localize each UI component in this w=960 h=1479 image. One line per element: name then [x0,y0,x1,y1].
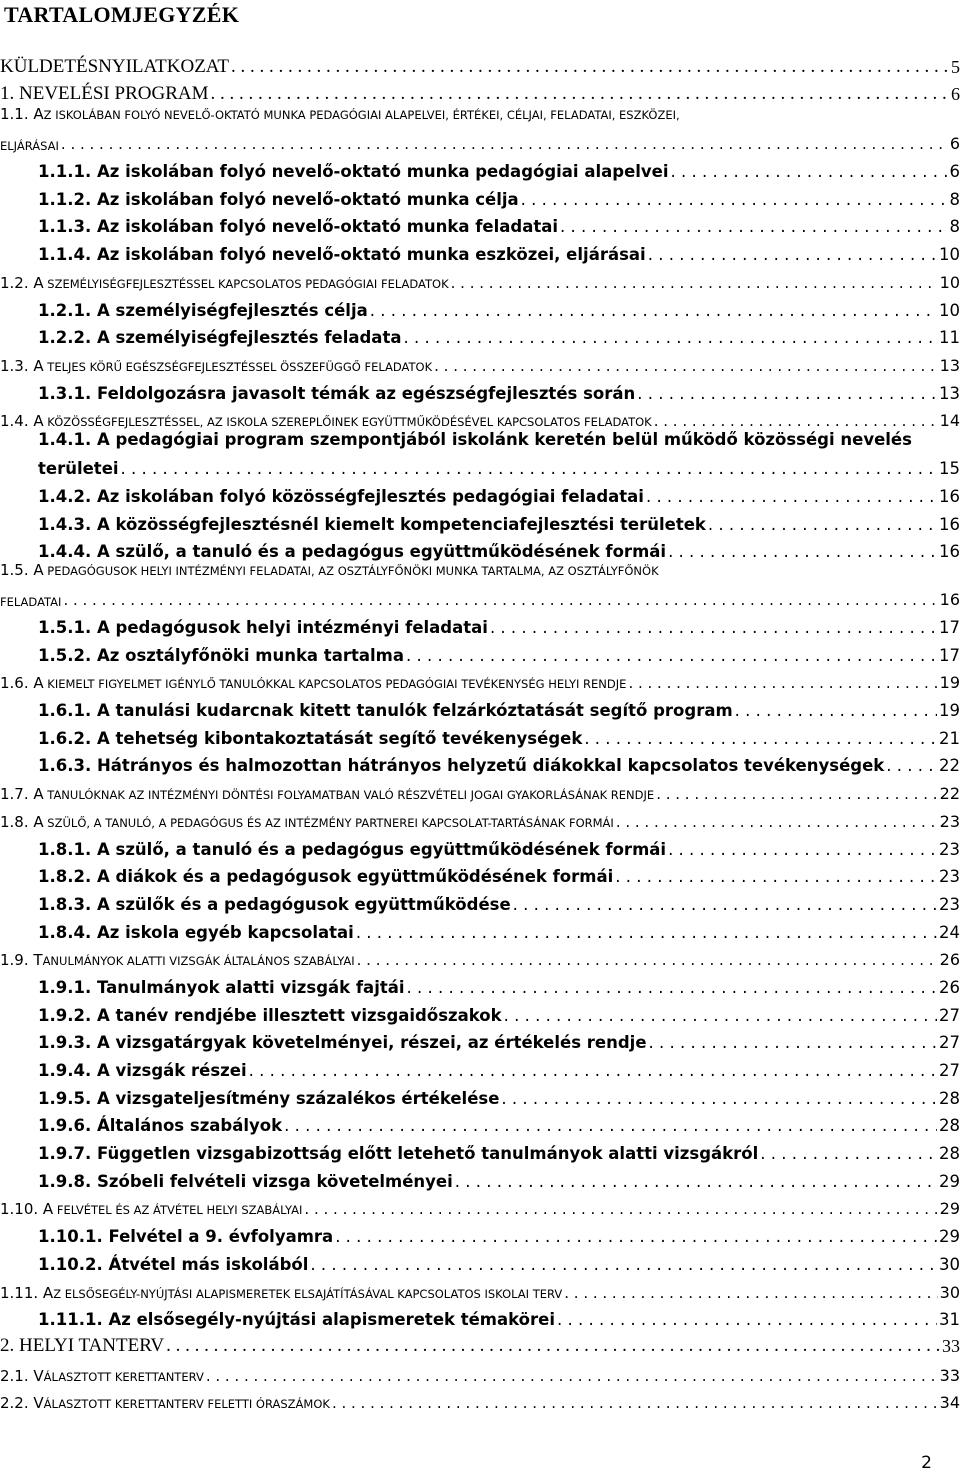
dot-leader [513,895,937,914]
dot-leader [654,412,938,430]
toc-entry-label: 1.2.1. A személyiségfejlesztés célja [38,300,368,320]
toc-entry-label: 1.6.1. A tanulási kudarcnak kitett tanulók felzárkóztatását segítő program [38,701,733,721]
dot-leader [310,1255,937,1274]
dot-leader [760,1144,937,1163]
toc-entry-label: 1. NEVELÉSI PROGRAM [0,83,209,105]
toc-entry-line [0,105,680,123]
toc-entry[interactable] [0,264,960,292]
toc-entry[interactable] [0,803,960,831]
toc-page-number: 27 [939,1033,960,1053]
toc-entry[interactable] [0,1191,960,1219]
dot-leader [501,1089,937,1108]
toc-entry-label: 1.4.3. A közösségfejlesztésnél kiemelt kompetenciafejlesztési területek [38,514,706,534]
toc-entry[interactable] [0,320,960,348]
table-of-contents [0,50,960,1412]
toc-page-number: 28 [939,1088,960,1108]
toc-entry-label: 1.8.1. A szülő, a tanuló és a pedagógus együttműködésének formái [38,839,667,859]
toc-entry-smallcaps: ANULMÁNYOK ALATTI VIZSGÁK ÁLTALÁNOS SZABÁLYAI [42,954,355,969]
toc-entry[interactable] [0,1163,960,1191]
toc-page-number: 29 [939,1199,960,1219]
toc-entry-label: 1.1. AZ ISKOLÁBAN FOLYÓ NEVELŐ-OKTATÓ MUNKA PEDAGÓGIAI ALAPELVEI, ÉRTÉKEI, CÉLJAI, FELADATAI, ESZKÖZEI, [0,105,680,124]
toc-page-number: 8 [949,217,960,237]
toc-page-number: 33 [939,1365,960,1385]
toc-entry-continuation: FELADATAI [0,595,62,610]
toc-page-number: 33 [942,1335,960,1356]
dot-leader [557,1310,937,1329]
dot-leader [304,1200,937,1218]
toc-entry-label: 1.9.3. A vizsgatárgyak követelményei, részei, az értékelés rendje [38,1033,647,1053]
dot-leader [735,701,937,720]
dot-leader [648,245,937,264]
toc-entry[interactable] [0,859,960,887]
toc-entry-label: 1.3.1. Feldolgozásra javasolt témák az egészségfejlesztés során [38,383,636,403]
toc-entry[interactable] [0,1025,960,1053]
dot-leader [668,542,937,561]
toc-page-number: 11 [939,328,960,348]
toc-page-number: 22 [939,784,960,804]
toc-entry[interactable] [0,506,960,534]
toc-entry-label: 1.6. A KIEMELT FIGYELMET IGÉNYLŐ TANULÓKKAL KAPCSOLATOS PEDAGÓGIAI TEVÉKENYSÉG HELYI RENDJE [0,674,627,693]
toc-entry-smallcaps: KÖZÖSSÉGFEJLESZTÉSSEL, AZ ISKOLA SZEREPLŐINEK EGYÜTTMŰKÖDÉSÉVEL KAPCSOLATOS FELADATOK [43,415,652,430]
toc-entry-label: 1.8.3. A szülők és a pedagógusok együttműködése [38,894,511,914]
toc-entry-line [0,590,960,609]
dot-leader [121,459,937,478]
toc-page-number: 8 [949,189,960,209]
toc-page-number: 10 [939,245,960,265]
toc-entry-smallcaps: TANULÓKNAK AZ INTÉZMÉNYI DÖNTÉSI FOLYAMATBAN VALÓ RÉSZVÉTELI JOGAI GYAKORLÁSÁNAK RENDJE [43,788,655,803]
toc-page-number: 27 [939,1005,960,1025]
toc-entry-label: 1.8.4. Az iskola egyéb kapcsolatai [38,922,354,942]
dot-leader [249,1061,937,1080]
toc-entry-line [38,459,960,478]
dot-leader [637,384,937,403]
toc-entry[interactable] [0,292,960,320]
toc-entry[interactable] [0,720,960,748]
toc-page-number: 31 [939,1310,960,1330]
toc-page-number: 14 [939,411,960,431]
toc-entry[interactable] [0,1329,960,1357]
toc-entry[interactable] [0,969,960,997]
toc-entry[interactable] [0,561,960,609]
toc-entry-label: 1.9.4. A vizsgák részei [38,1061,247,1080]
toc-entry-label: 1.3. A TELJES KÖRŰ EGÉSZSÉGFEJLESZTÉSSEL ÖSSZEFÜGGŐ FELADATOK [0,356,433,375]
toc-entry[interactable] [0,1302,960,1330]
toc-entry-label: 1.10.1. Felvétel a 9. évfolyamra [38,1227,334,1247]
toc-entry-label: 1.11.1. Az elsősegély-nyújtási alapismeretek témakörei [38,1310,555,1330]
toc-entry-label: 1.9.5. A vizsgateljesítmény százalékos értékelése [38,1088,500,1108]
toc-entry-smallcaps: Z ISKOLÁBAN FOLYÓ NEVELŐ-OKTATÓ MUNKA PEDAGÓGIAI ALAPELVEI, ÉRTÉKEI, CÉLJAI, FELADATAI, ESZKÖZEI, [43,108,680,123]
dot-leader [356,923,937,942]
toc-entry-label: 1.4.2. Az iskolában folyó közösségfejlesztés pedagógiai feladatai [38,486,644,506]
toc-entry-line [0,561,659,579]
toc-entry[interactable] [0,1246,960,1274]
toc-entry-smallcaps: PEDAGÓGUSOK HELYI INTÉZMÉNYI FELADATAI, AZ OSZTÁLYFŐNÖKI MUNKA TARTALMA, AZ OSZTÁLYFŐNÖK [43,564,659,579]
toc-entry-label: 1.9.1. Tanulmányok alatti vizsgák fajtái [38,977,405,997]
dot-leader [521,190,948,209]
toc-entry[interactable] [0,78,960,106]
dot-leader [708,515,937,534]
dot-leader [671,162,948,181]
toc-entry-label: 1.1.2. Az iskolában folyó nevelő-oktató munka célja [38,189,519,209]
toc-entry-label: 1.6.3. Hátrányos és halmozottan hátrányos helyzetű diákokkal kapcsolatos tevékenységek [38,756,885,776]
toc-page-number: 23 [939,811,960,831]
toc-entry-label: 1.9.7. Független vizsgabizottság előtt letehető tanulmányok alatti vizsgákról [38,1144,759,1164]
dot-leader [210,83,949,105]
toc-page-number: 17 [939,618,960,637]
toc-entry[interactable] [0,1274,960,1302]
toc-entry[interactable] [0,831,960,859]
toc-page-number: 23 [939,867,960,887]
toc-entry[interactable] [0,886,960,914]
toc-page-number: 5 [951,56,960,77]
toc-entry[interactable] [0,534,960,562]
toc-entry-label: 1.2. A SZEMÉLYISÉGFEJLESZTÉSSEL KAPCSOLATOS PEDAGÓGIAI FELADATOK [0,273,449,292]
dot-leader [61,135,948,153]
dot-leader [560,217,947,236]
toc-entry-line [0,134,960,153]
toc-entry-smallcaps: KIEMELT FIGYELMET IGÉNYLŐ TANULÓKKAL KAPCSOLATOS PEDAGÓGIAI TEVÉKENYSÉG HELYI RENDJE [43,677,627,692]
toc-entry-label: 1.4.4. A szülő, a tanuló és a pedagógus együttműködésének formái [38,542,667,562]
toc-page-number: 28 [939,1116,960,1136]
toc-entry[interactable] [0,665,960,693]
toc-page-number: 29 [939,1227,960,1247]
toc-entry-label: 2. HELYI TANTERV [0,1334,165,1356]
toc-entry[interactable] [0,775,960,803]
toc-entry[interactable] [0,478,960,506]
toc-entry[interactable] [0,1135,960,1163]
dot-leader [406,646,937,665]
dot-leader [407,978,937,997]
dot-leader [63,591,937,609]
dot-leader [370,301,937,320]
toc-entry-label: 2.1. VÁLASZTOTT KERETTANTERV [0,1366,204,1385]
toc-entry-label: 1.6.2. A tehetség kibontakoztatását segítő tevékenységek [38,728,583,748]
dot-leader [231,56,949,78]
dot-leader [403,328,937,347]
toc-page-number: 13 [939,355,960,375]
toc-page-number: 10 [939,272,960,292]
dot-leader [451,274,938,292]
toc-page-number: 15 [939,459,960,479]
toc-entry[interactable] [0,1080,960,1108]
toc-entry-label: 1.5. A PEDAGÓGUSOK HELYI INTÉZMÉNYI FELADATAI, AZ OSZTÁLYFŐNÖKI MUNKA TARTALMA, AZ OSZTÁLYFŐNÖK [0,561,659,580]
toc-page-number: 26 [939,950,960,970]
toc-entry-label: 1.8. A SZÜLŐ, A TANULÓ, A PEDAGÓGUS ÉS AZ INTÉZMÉNY PARTNEREI KAPCSOLAT-TARTÁSÁNAK FORMÁI [0,812,614,831]
toc-entry-label: 1.4.1. A pedagógiai program szempontjából iskolánk keretén belül működő közösségi nevelés [38,430,912,450]
toc-entry-label: 1.11. AZ ELSŐSEGÉLY-NYÚJTÁSI ALAPISMERETEK ELSAJÁTÍTÁSÁVAL KAPCSOLATOS ISKOLAI TERV [0,1283,563,1302]
toc-entry-label: 1.9.6. Általános szabályok [38,1116,283,1136]
toc-page-number: 6 [949,134,960,154]
toc-entry[interactable] [0,1357,960,1385]
dot-leader [504,1006,937,1025]
toc-page-number: 27 [939,1061,960,1080]
toc-entry-label: 1.5.2. Az osztályfőnöki munka tartalma [38,645,404,665]
toc-page-number: 16 [939,486,960,506]
toc-entry[interactable] [0,236,960,264]
toc-entry[interactable] [0,997,960,1025]
toc-page-number: 30 [939,1254,960,1274]
dot-leader [584,729,937,748]
toc-entry-label: 2.2. VÁLASZTOTT KERETTANTERV FELETTI ÓRASZÁMOK [0,1394,330,1413]
toc-page-number: 21 [939,728,960,748]
toc-entry-label: 1.1.4. Az iskolában folyó nevelő-oktató munka eszközei, eljárásai [38,245,646,265]
toc-page-number: 17 [939,645,960,665]
toc-entry-label: 1.9.8. Szóbeli felvételi vizsga követelményei [38,1171,453,1191]
dot-leader [886,756,937,775]
toc-entry-label: 1.9. TANULMÁNYOK ALATTI VIZSGÁK ÁLTALÁNOS SZABÁLYAI [0,951,355,970]
toc-page-number: 16 [939,542,960,562]
dot-leader [434,357,938,375]
toc-page-number: 6 [951,84,960,105]
toc-entry[interactable] [0,1218,960,1246]
toc-entry-label: 1.2.2. A személyiségfejlesztés feladata [38,328,402,348]
toc-entry-label: 1.1.1. Az iskolában folyó nevelő-oktató munka pedagógiai alapelvei [38,162,669,182]
dot-leader [649,1033,937,1052]
toc-page-number: 16 [939,590,960,610]
toc-entry-smallcaps: ÁLASZTOTT KERETTANTERV FELETTI ÓRASZÁMOK [43,1397,330,1412]
toc-entry[interactable] [0,430,960,478]
dot-leader [668,840,937,859]
toc-page-number: 19 [939,673,960,693]
dot-leader [628,674,937,692]
toc-entry-label: 1.5.1. A pedagógusok helyi intézményi feladatai [38,618,488,637]
toc-entry[interactable] [0,609,960,637]
toc-page-number: 28 [939,1144,960,1164]
toc-entry-label: 1.1.3. Az iskolában folyó nevelő-oktató munka feladatai [38,217,559,237]
toc-entry[interactable] [0,1052,960,1080]
toc-entry-smallcaps: ÁLASZTOTT KERETTANTERV [43,1369,204,1384]
dot-leader [335,1227,937,1246]
toc-entry-smallcaps: FELVÉTEL ÉS AZ ÁTVÉTEL HELYI SZABÁLYAI [53,1203,303,1218]
toc-page-number: 19 [939,701,960,721]
toc-entry[interactable] [0,375,960,403]
toc-entry[interactable] [0,637,960,665]
toc-entry-label: 1.8.2. A diákok és a pedagógusok együttműködésének formái [38,867,614,887]
toc-entry[interactable] [0,914,960,942]
toc-entry-smallcaps: Z ELSŐSEGÉLY-NYÚJTÁSI ALAPISMERETEK ELSAJÁTÍTÁSÁVAL KAPCSOLATOS ISKOLAI TERV [53,1286,563,1301]
toc-entry[interactable] [0,209,960,237]
dot-leader [564,1284,937,1302]
toc-entry-label: 1.7. A TANULÓKNAK AZ INTÉZMÉNYI DÖNTÉSI FOLYAMATBAN VALÓ RÉSZVÉTELI JOGAI GYAKORLÁSÁNAK RENDJE [0,785,655,804]
toc-entry[interactable] [0,403,960,431]
toc-page-number: 29 [939,1171,960,1191]
toc-entry[interactable] [0,942,960,970]
toc-entry[interactable] [0,105,960,153]
toc-page-number: 23 [939,894,960,914]
toc-entry[interactable] [0,153,960,181]
toc-entry[interactable] [0,181,960,209]
toc-entry[interactable] [0,347,960,375]
dot-leader [455,1172,937,1191]
toc-page-number: 23 [939,839,960,859]
dot-leader [616,813,938,831]
toc-entry-label: KÜLDETÉSNYILATKOZAT [0,55,230,77]
dot-leader [656,785,937,803]
dot-leader [357,951,938,969]
toc-page-number: 30 [939,1282,960,1302]
toc-entry-continuation: területei [38,459,119,479]
toc-page-number: 22 [939,756,960,776]
toc-page-number: 26 [939,977,960,997]
toc-entry-smallcaps: TELJES KÖRŰ EGÉSZSÉGFEJLESZTÉSSEL ÖSSZEFÜGGŐ FELADATOK [43,359,433,374]
toc-entry-label: 1.9.2. A tanév rendjébe illesztett vizsgaidőszakok [38,1005,502,1025]
toc-page-number: 13 [939,383,960,403]
toc-page-number: 16 [939,514,960,534]
toc-page-number: 34 [939,1393,960,1413]
toc-entry-label: 1.10.2. Átvétel más iskolából [38,1254,309,1274]
toc-entry[interactable] [0,692,960,720]
toc-title: TARTALOMJEGYZÉK [4,2,240,27]
toc-entry-label: 1.4. A KÖZÖSSÉGFEJLESZTÉSSEL, AZ ISKOLA SZEREPLŐINEK EGYÜTTMŰKÖDÉSÉVEL KAPCSOLATOS FELADATOK [0,412,652,431]
toc-entry-smallcaps: SZÜLŐ, A TANULÓ, A PEDAGÓGUS ÉS AZ INTÉZMÉNY PARTNEREI KAPCSOLAT-TARTÁSÁNAK FORMÁI [43,815,614,830]
dot-leader [490,618,937,637]
dot-leader [166,1335,940,1357]
page-number: 2 [921,1453,932,1473]
toc-entry-continuation: ELJÁRÁSAI [0,139,59,154]
toc-entry[interactable] [0,1108,960,1136]
toc-page-number: 10 [939,300,960,320]
toc-page-number: 24 [939,922,960,942]
toc-page-number: 6 [949,162,960,182]
toc-entry[interactable] [0,748,960,776]
dot-leader [615,867,937,886]
toc-entry-label: 1.10. A FELVÉTEL ÉS AZ ÁTVÉTEL HELYI SZABÁLYAI [0,1200,303,1219]
dot-leader [206,1367,938,1385]
dot-leader [646,487,937,506]
dot-leader [332,1394,938,1412]
toc-entry[interactable] [0,50,960,78]
toc-entry[interactable] [0,1385,960,1413]
dot-leader [284,1116,937,1135]
toc-entry-smallcaps: SZEMÉLYISÉGFEJLESZTÉSSEL KAPCSOLATOS PEDAGÓGIAI FELADATOK [43,276,449,291]
